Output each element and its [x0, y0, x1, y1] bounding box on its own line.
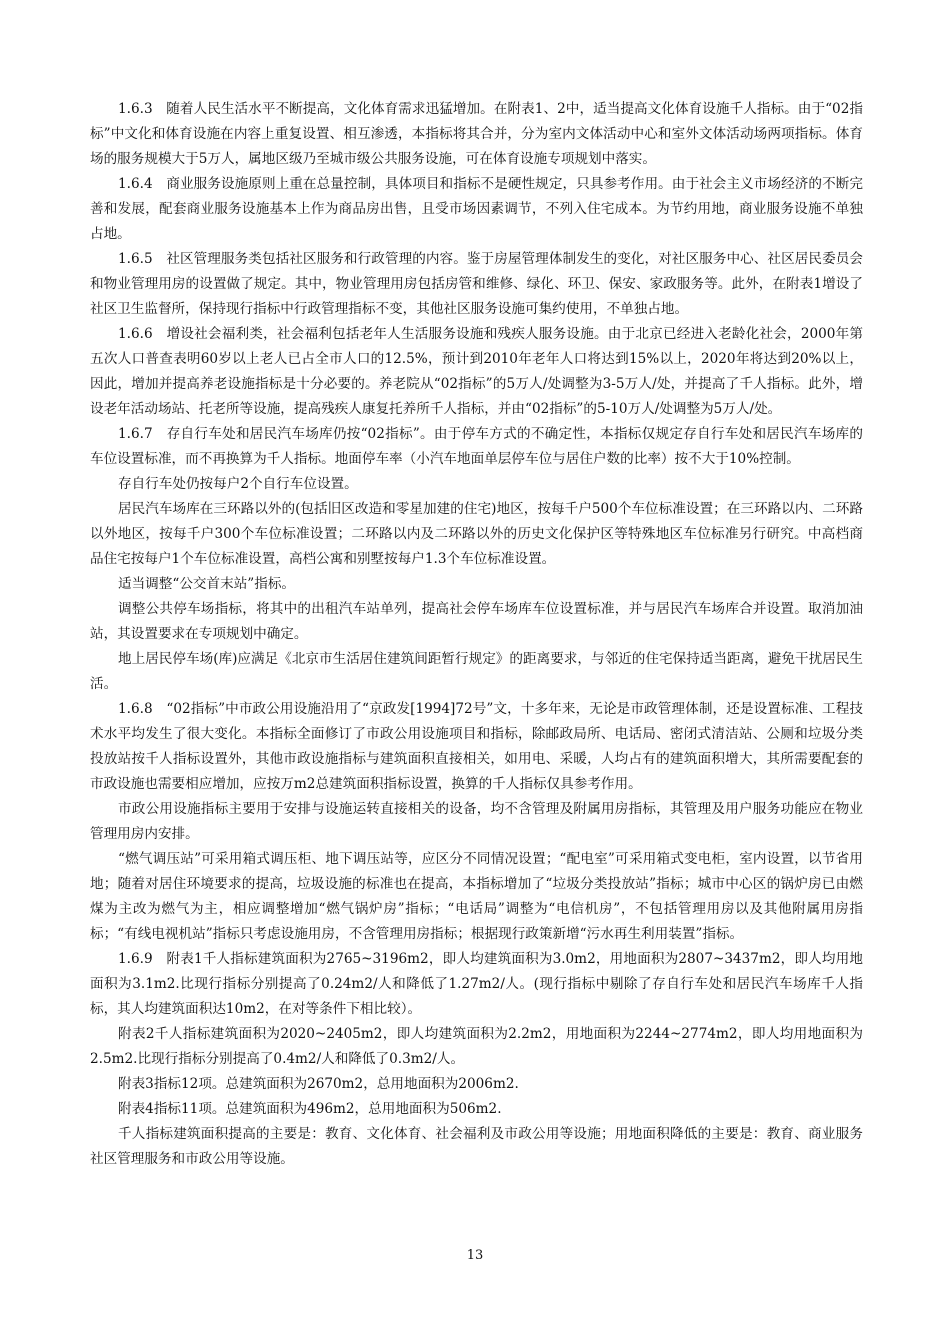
paragraph-ground-parking: 地上居民停车场(库)应满足《北京市生活居住建筑间距暂行规定》的距离要求，与邻近的住宅保持适当距离，避免干扰居民生活。 [90, 651, 863, 692]
paragraph-1-6-7: 1.6.7 存自行车处和居民汽车场库仍按“02指标”。由于停车方式的不确定性，本指标仅规定存自行车处和居民汽车场库的车位设置标准，而不再换算为千人指标。地面停车率（小汽车地面单层停车位与居住户数的比率）按不大于10%控制。 [90, 426, 863, 467]
paragraph-1-6-6: 1.6.6 增设社会福利类，社会福利包括老年人生活服务设施和残疾人服务设施。由于北京已经进入老龄化社会，2000年第五次人口普查表明60岁以上老人已占全市人口的12.5%，预计到2010年老年人口将达到15%以上，2020年将达到20%以上，因此，增加并提高养老设施指标是十分必要的。养老院从“02指标”的5万人/处调整为3-5万人/处，并提高了千人指标。此外，增设老年活动场站、托老所等设施，提高残疾人康复托养所千人指标，并由“02指标”的5-10万人/处调整为5万人/处。 [90, 326, 863, 417]
paragraph-table-4: 附表4指标11项。总建筑面积为496m2，总用地面积为506m2. [118, 1101, 502, 1117]
paragraph-table-2: 附表2千人指标建筑面积为2020~2405m2，即人均建筑面积为2.2m2，用地面积为2244~2774m2，即人均用地面积为2.5m2.比现行指标分别提高了0.4m2/人和降低了0.3m2/人。 [90, 1026, 863, 1067]
page-number: 13 [466, 1248, 484, 1263]
body-text [90, 97, 863, 1172]
paragraph-1-6-9: 1.6.9 附表1千人指标建筑面积为2765~3196m2，即人均建筑面积为3.0m2，用地面积为2807~3437m2，即人均用地面积为3.1m2.比现行指标分别提高了0.24m2/人和降低了1.27m2/人。(现行指标中剔除了存自行车处和居民汽车场库千人指标，其人均建筑面积达10m2，在对等条件下相比较）。 [90, 951, 863, 1017]
paragraph-bicycle-parking: 存自行车处仍按每户2个自行车位设置。 [118, 476, 358, 492]
paragraph-summary: 千人指标建筑面积提高的主要是：教育、文化体育、社会福利及市政公用等设施；用地面积降低的主要是：教育、商业服务社区管理服务和市政公用等设施。 [90, 1126, 863, 1167]
paragraph-resident-car-parking: 居民汽车场库在三环路以外的(包括旧区改造和零星加建的住宅)地区，按每千户500个车位标准设置；在三环路以内、二环路以外地区，按每千户300个车位标准设置；二环路以内及二环路以外的历史文化保护区等特殊地区车位标准另行研究。中高档商品住宅按每户1个车位标准设置，高档公寓和别墅按每户1.3个车位标准设置。 [90, 501, 863, 567]
paragraph-gas-station-details: “燃气调压站”可采用箱式调压柜、地下调压站等，应区分不同情况设置；“配电室”可采用箱式变电柜，室内设置，以节省用地；随着对居住环境要求的提高，垃圾设施的标准也在提高，本指标增加了“垃圾分类投放站”指标；城市中心区的锅炉房已由燃煤为主改为燃气为主，相应调整增加“燃气锅炉房”指标；“电话局”调整为“电信机房”，不包括管理用房以及其他附属用房指标；“有线电视机站”指标只考虑设施用房，不含管理用房指标；根据现行政策新增“污水再生利用装置”指标。 [90, 851, 863, 942]
paragraph-table-3: 附表3指标12项。总建筑面积为2670m2，总用地面积为2006m2. [118, 1076, 519, 1092]
paragraph-1-6-8: 1.6.8 “02指标”中市政公用设施沿用了“京政发[1994]72号”文，十多年来，无论是市政管理体制，还是设置标准、工程技术水平均发生了很大变化。本指标全面修订了市政公用设施项目和指标，除邮政局所、电话局、密闭式清洁站、公厕和垃圾分类投放站按千人指标设置外，其他市政设施指标与建筑面积直接相关，如用电、采暖，人均占有的建筑面积增大，其所需要配套的市政设施也需要相应增加，应按万m2总建筑面积指标设置，换算的千人指标仅具参考作用。 [90, 701, 863, 792]
paragraph-municipal-facilities: 市政公用设施指标主要用于安排与设施运转直接相关的设备，均不含管理及附属用房指标，其管理及用户服务功能应在物业管理用房内安排。 [90, 801, 863, 842]
paragraph-1-6-5: 1.6.5 社区管理服务类包括社区服务和行政管理的内容。鉴于房屋管理体制发生的变化，对社区服务中心、社区居民委员会和物业管理用房的设置做了规定。其中，物业管理用房包括房管和维修、绿化、环卫、保安、家政服务等。此外，在附表1增设了社区卫生监督所，保持现行指标中行政管理指标不变，其他社区服务设施可集约使用，不单独占地。 [90, 251, 863, 317]
paragraph-public-parking: 调整公共停车场指标，将其中的出租汽车站单列，提高社会停车场库车位设置标准，并与居民汽车场库合并设置。取消加油站，其设置要求在专项规划中确定。 [90, 601, 863, 642]
paragraph-bus-terminal: 适当调整“公交首末站”指标。 [118, 576, 296, 592]
paragraph-1-6-4: 1.6.4 商业服务设施原则上重在总量控制，具体项目和指标不是硬性规定，只具参考作用。由于社会主义市场经济的不断完善和发展，配套商业服务设施基本上作为商品房出售，且受市场因素调节，不列入住宅成本。为节约用地，商业服务设施不单独占地。 [90, 176, 863, 242]
paragraph-1-6-3: 1.6.3 随着人民生活水平不断提高，文化体育需求迅猛增加。在附表1、2中，适当提高文化体育设施千人指标。由于“02指标”中文化和体育设施在内容上重复设置、相互渗透，本指标将其合并，分为室内文体活动中心和室外文体活动场两项指标。体育场的服务规模大于5万人，属地区级乃至城市级公共服务设施，可在体育设施专项规划中落实。 [90, 101, 863, 167]
